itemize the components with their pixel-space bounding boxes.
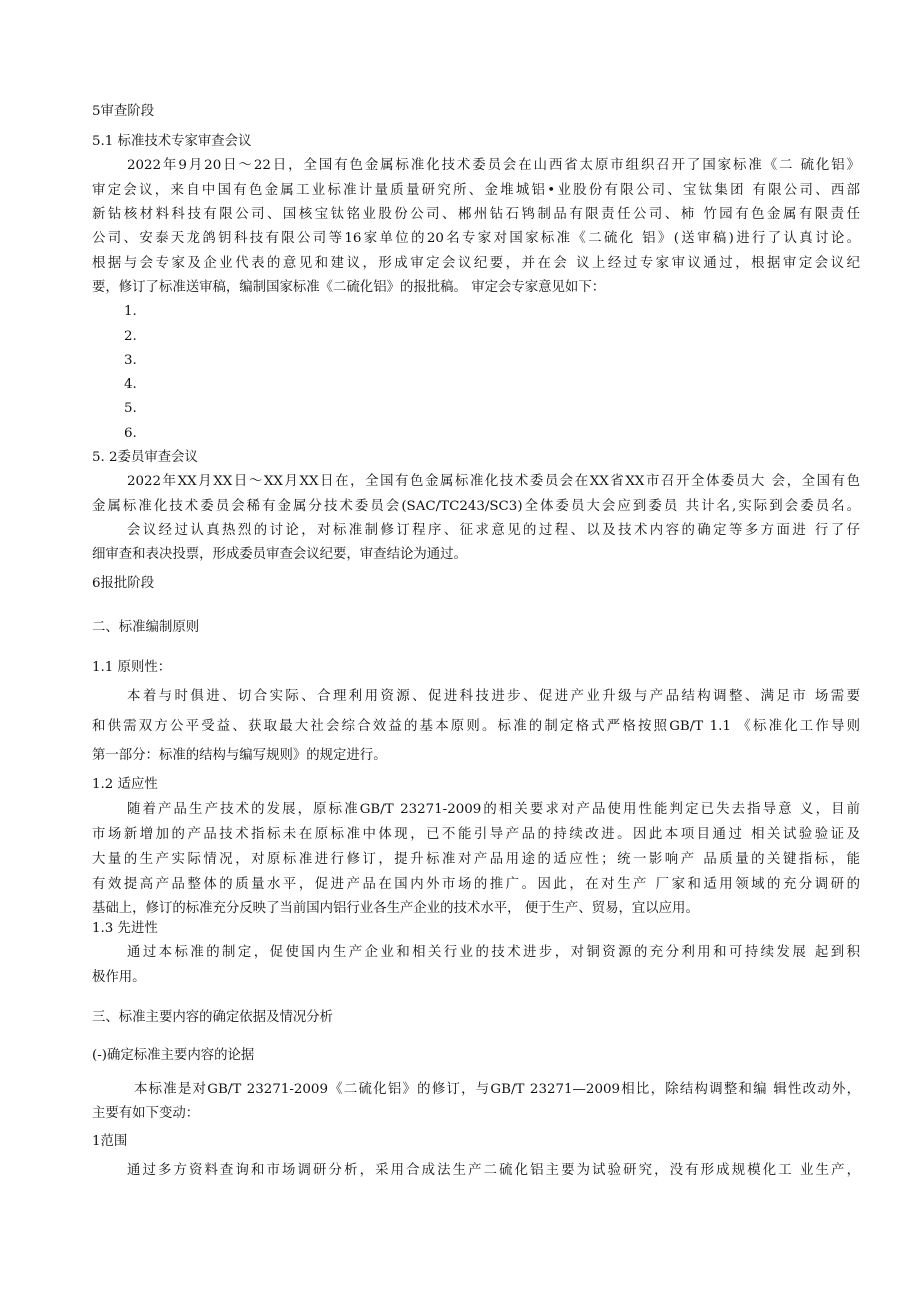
paragraph-line: 大量的生产实际情况，对原标准进行修订，提升标准对产品用途的适应性；统一影响产 品质量的关键指标，能 xyxy=(92,852,860,867)
paragraph-line: 本标准是对GB/T 23271-2009《二硫化铝》的修订，与GB/T 23271—2009相比，除结构调整和编 辑性改动外， xyxy=(134,1082,860,1097)
paragraph-line: 2022年9月20日～22日，全国有色金属标准化技术委员会在山西省太原市组织召开了国家标准《二 硫化铝》 xyxy=(127,158,860,173)
list-item: 5. xyxy=(124,401,137,416)
list-item: 4. xyxy=(124,377,137,392)
paragraph-line: 审定会议，来自中国有色金属工业标准计量质量研究所、金堆城铝•业股份有限公司、宝钛集团 有限公司、西部 xyxy=(92,183,860,198)
paragraph-line: 新钻核材料科技有限公司、国核宝钛铭业股份公司、郴州钻石鸨制品有限责任公司、柿 竹园有色金属有限责任 xyxy=(92,207,860,222)
paragraph-line: 通过多方资料查询和市场调研分析，采用合成法生产二硫化铝主要为试验研究，没有形成规模化工 业生产， xyxy=(127,1163,860,1178)
paragraph-line: 细审查和表决投票，形成委员审查会议纪要，审查结论为通过。 xyxy=(92,547,467,562)
paragraph-line: 有效提高产品整体的质量水平，促进产品在国内外市场的推广。因此，在对生产 厂家和适用领域的充分调研的 xyxy=(92,877,860,892)
list-item: 2. xyxy=(124,329,137,344)
list-item: 1. xyxy=(124,304,137,319)
paragraph-line: 根据与会专家及企业代表的意见和建议，形成审定会议纪要，并在会 议上经过专家审议通过，根据审定会议纪 xyxy=(92,256,860,271)
paragraph-line: 市场新增加的产品技术指标未在原标准中体现，已不能引导产品的持续改进。因此本项目通过 相关试验验证及 xyxy=(92,827,860,842)
heading-advancement: 1.3 先进性 xyxy=(92,921,158,936)
heading-principle: 1.1 原则性： xyxy=(92,660,172,675)
heading-review-stage: 5审查阶段 xyxy=(92,104,155,119)
paragraph-line: 随着产品生产技术的发展，原标准GB/T 23271-2009的相关要求对产品使用性能判定已失去指导意 义，目前 xyxy=(127,802,860,817)
paragraph-line: 第一部分：标准的结构与编写规则》的规定进行。 xyxy=(92,748,387,763)
heading-expert-review: 5.1 标准技术专家审查会议 xyxy=(92,134,252,149)
paragraph-line: 本着与时俱进、切合实际、合理利用资源、促进科技进步、促进产业升级与产品结构调整、满足市 场需要 xyxy=(127,689,860,704)
paragraph-line: 主要有如下变动： xyxy=(92,1106,200,1121)
heading-adaptability: 1.2 适应性 xyxy=(92,777,158,792)
paragraph-line: 极作用。 xyxy=(92,970,146,985)
heading-content-basis: (-)确定标准主要内容的论据 xyxy=(92,1048,255,1063)
list-item: 6. xyxy=(124,426,137,441)
paragraph-line: 2022年XX月XX日～XX月XX日在，全国有色金属标准化技术委员会在XX省XX市召开全体委员大 会，全国有色 xyxy=(127,474,860,489)
paragraph-line: 和供需双方公平受益、获取最大社会综合效益的基本原则。标准的制定格式严格按照GB/T 1.1 《标准化工作导则 xyxy=(92,719,860,734)
paragraph-line: 要，修订了标准送审稿，编制国家标准《二硫化铝》的报批稿。 审定会专家意见如下： xyxy=(92,280,606,295)
paragraph-line: 公司、安泰天龙鸽钥科技有限公司等16家单位的20名专家对国家标准《二硫化 铝》(送审稿)进行了认真讨论。 xyxy=(92,231,860,246)
heading-approval-stage: 6报批阶段 xyxy=(92,576,155,591)
heading-scope: 1范围 xyxy=(92,1134,128,1149)
heading-main-content: 三、标准主要内容的确定依据及情况分析 xyxy=(92,1010,334,1025)
paragraph-line: 通过本标准的制定，促使国内生产企业和相关行业的技术进步，对铜资源的充分利用和可持续发展 起到积 xyxy=(127,945,860,960)
paragraph-line: 金属标准化技术委员会稀有金属分技术委员会(SAC/TC243/SC3)全体委员大会应到委员 共计名,实际到会委员名。 xyxy=(92,499,860,514)
list-item: 3. xyxy=(124,353,137,368)
paragraph-line: 基础上，修订的标准充分反映了当前国内铝行业各生产企业的技术水平， 便于生产、贸易，宜以应用。 xyxy=(92,901,699,916)
heading-principles: 二、标准编制原则 xyxy=(92,620,200,635)
heading-committee-review: 5. 2委员审查会议 xyxy=(92,450,198,465)
paragraph-line: 会议经过认真热烈的讨论，对标准制修订程序、征求意见的过程、以及技术内容的确定等多方面进 行了仔 xyxy=(127,523,860,538)
